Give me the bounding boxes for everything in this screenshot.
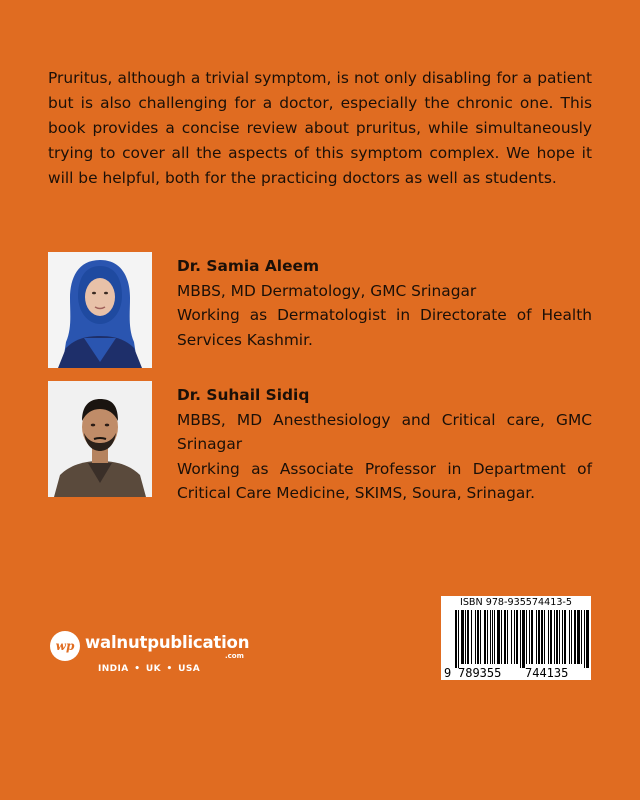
barcode-bar <box>520 610 521 668</box>
barcode-bar <box>458 610 459 668</box>
barcode-bar <box>581 610 582 664</box>
author-photo-2 <box>48 381 152 497</box>
barcode-bar <box>507 610 508 664</box>
barcode-bar <box>511 610 512 664</box>
author-info-2 <box>177 383 592 506</box>
barcode-bar <box>559 610 560 664</box>
barcode-bar <box>569 610 570 664</box>
barcode-bar <box>501 610 502 664</box>
walnut-logo-icon: wp <box>50 631 80 661</box>
author-card-1 <box>48 252 592 372</box>
barcode-bar <box>526 610 527 664</box>
barcode-bar <box>531 610 533 664</box>
barcode-bar <box>480 610 481 664</box>
barcode-bar <box>497 610 500 664</box>
isbn-digits-left: 789355 <box>458 666 502 680</box>
author-info-1 <box>177 254 592 352</box>
barcode-bar <box>484 610 486 664</box>
barcode-bar <box>467 610 469 664</box>
barcode-bar <box>504 610 506 664</box>
publisher-logo <box>50 630 250 680</box>
barcode-bar <box>544 610 545 664</box>
author-position: Working as Associate Professor in Department of Critical Care Medicine, SKIMS, Soura, Srinagar. <box>177 459 592 502</box>
barcode-bar <box>536 610 537 664</box>
barcode-graphic <box>441 596 591 680</box>
barcode-bar <box>475 610 476 664</box>
barcode-bar <box>586 610 589 668</box>
back-cover-blurb: Pruritus, although a trivial symptom, is not only disabling for a patient but is also challenging for a doctor, especially the chronic one. This book provides a concise review about pruritus, while simultaneously trying to cover all the aspects of this symptom complex. We hope it will be helpful, both for the practicing doctors as well as students. <box>48 69 592 187</box>
author-qualification: MBBS, MD Anesthesiology and Critical care, GMC Srinagar <box>177 410 592 453</box>
isbn-barcode <box>441 596 591 680</box>
barcode-bar <box>492 610 493 664</box>
barcode-bar <box>514 610 515 664</box>
author-position: Working as Dermatologist in Directorate of Health Services Kashmir. <box>177 306 592 349</box>
barcode-bar <box>548 610 549 664</box>
author-name: Dr. Samia Aleem <box>177 257 320 275</box>
barcode-bar <box>554 610 555 664</box>
barcode-bar <box>541 610 543 664</box>
barcode-bar <box>490 610 491 664</box>
barcode-bar <box>494 610 495 664</box>
barcode-bar <box>487 610 488 664</box>
author-card-2 <box>48 381 592 501</box>
isbn-digits-right: 744135 <box>525 666 569 680</box>
barcode-bar <box>550 610 552 664</box>
publisher-regions: INDIA • UK • USA <box>98 664 201 674</box>
barcode-bar <box>564 610 566 664</box>
barcode-bar <box>577 610 580 664</box>
author-name: Dr. Suhail Sidiq <box>177 386 310 404</box>
barcode-bar <box>455 610 457 668</box>
barcode-bar <box>562 610 563 664</box>
barcode-bar <box>516 610 518 664</box>
barcode-bar <box>538 610 540 664</box>
barcode-bar <box>477 610 479 664</box>
publisher-domain: .com <box>225 652 244 660</box>
barcode-bar <box>461 610 464 664</box>
barcode-bar <box>522 610 525 668</box>
isbn-digit-first: 9 <box>444 666 452 680</box>
barcode-bar <box>529 610 530 664</box>
isbn-label: ISBN 978-935574413-5 <box>459 597 572 608</box>
barcode-bar <box>574 610 576 664</box>
barcode-bar <box>471 610 472 664</box>
author-qualification: MBBS, MD Dermatology, GMC Srinagar <box>177 281 477 300</box>
author-photo-1 <box>48 252 152 368</box>
publisher-name: walnutpublication <box>85 633 250 652</box>
barcode-bar <box>584 610 585 668</box>
barcode-bar <box>465 610 466 664</box>
barcode-bar <box>556 610 558 664</box>
barcode-bar <box>571 610 572 664</box>
